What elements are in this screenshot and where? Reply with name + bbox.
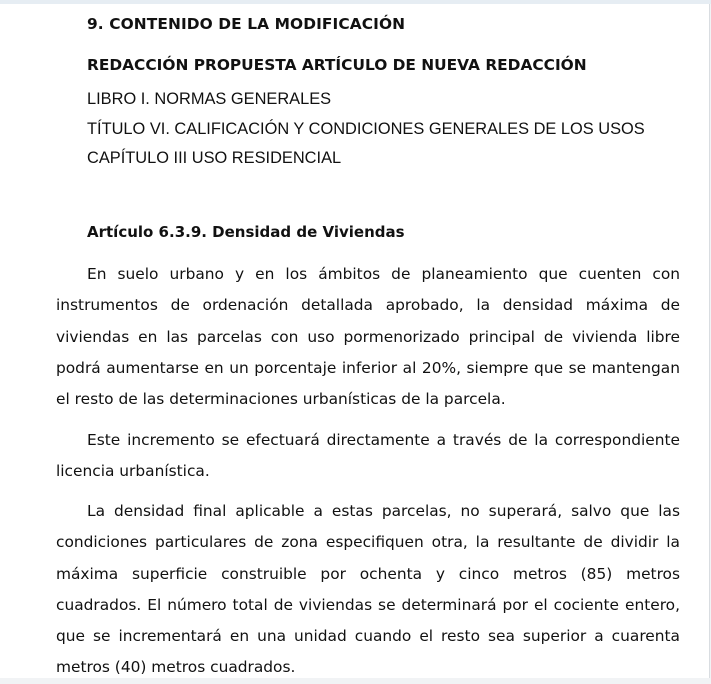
article-paragraph: La densidad final aplicable a estas parcelas, no superará, salvo que las condiciones particulares de zona especifiquen otra, la resultante de dividir la máxima superficie construible por ochenta y cinco metros (85) metros cuadrados. El número total de viviendas se determinará por el cociente entero, que se incrementará en una unidad cuando el resto sea superior a cuarenta metros (40) metros cuadrados. — [56, 502, 680, 677]
titulo-heading: TÍTULO VI. CALIFICACIÓN Y CONDICIONES GENERALES DE LOS USOS — [87, 120, 645, 138]
document-page — [0, 4, 710, 678]
section-heading: 9. CONTENIDO DE LA MODIFICACIÓN — [87, 15, 406, 33]
article-paragraph: En suelo urbano y en los ámbitos de planeamiento que cuenten con instrumentos de ordenación detallada aprobado, la densidad máxima de viviendas en las parcelas con uso pormenorizado principal de vivienda libre podrá aumentarse en un porcentaje inferior al 20%, siempre que se mantengan el resto de las determinaciones urbanísticas de la parcela. — [56, 265, 680, 409]
article-paragraph: Este incremento se efectuará directamente a través de la correspondiente licencia urbanística. — [56, 431, 680, 481]
article-title: Artículo 6.3.9. Densidad de Viviendas — [87, 223, 405, 241]
libro-heading: LIBRO I. NORMAS GENERALES — [87, 90, 332, 108]
proposal-heading: REDACCIÓN PROPUESTA ARTÍCULO DE NUEVA REDACCIÓN — [87, 56, 587, 74]
capitulo-heading: CAPÍTULO III USO RESIDENCIAL — [87, 149, 342, 167]
